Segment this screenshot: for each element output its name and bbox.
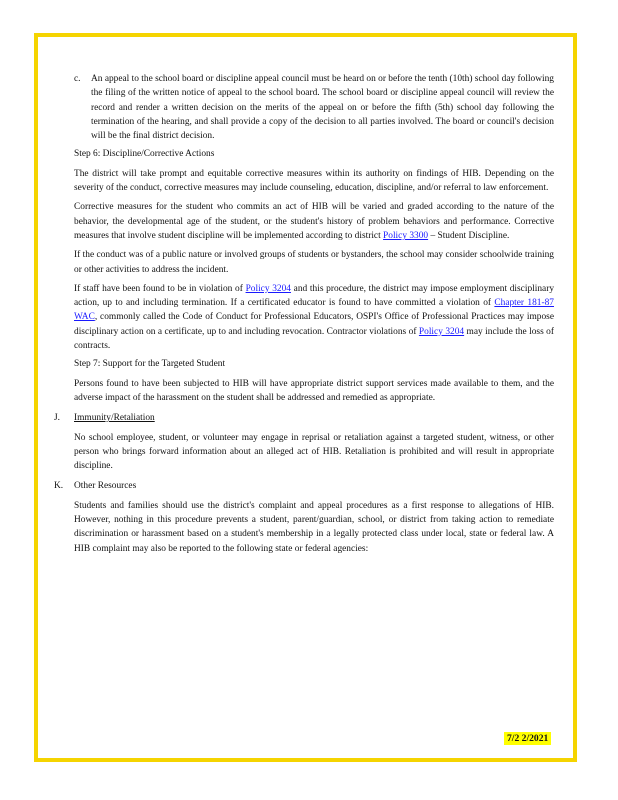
step-6-paragraph-2 — [74, 200, 554, 243]
paragraph-text: , commonly called the Code of Conduct for Professional Educators, OSPI's Office of Professional Practices may impose disciplinary action on a certificate, up to and including revocation. Contractor violations of — [74, 312, 554, 337]
step-6-paragraph-3: If the conduct was of a public nature or involved groups of students or bystanders, the school may consider schoolwide training or other activities to address the incident. — [74, 250, 554, 275]
paragraph-text: and this procedure, the district may impose employment disciplinary action, up to and including termination. If a certificated educator is found to have committed a violation of — [74, 283, 555, 309]
step-6-paragraph-4 — [74, 282, 554, 353]
document-body — [54, 72, 554, 556]
section-k-heading — [54, 479, 554, 493]
paragraph-text: If staff have been found to be in violation of — [74, 283, 246, 294]
revision-date: 7/2 2/2021 — [504, 732, 551, 745]
section-j-heading — [54, 411, 554, 425]
step-7-paragraph-1: Persons found to have been subjected to HIB will have appropriate district support services made available to them, and the adverse impact of the harassment on the student shall be addressed and remedied as appropriate. — [74, 378, 554, 403]
paragraph-text: – Student Discipline. — [428, 230, 510, 241]
item-text: An appeal to the school board or discipline appeal council must be heard on or before the tenth (10th) school day following the filing of the written notice of appeal to the school board. The school board or discipline appeal council will review the record and render a written decision on the merits of the appeal on or before the fifth (5th) school day following the termination of the hearing, and shall provide a copy of the decision to all parties involved. The board or council's decision will be the final district decision. — [91, 74, 554, 142]
step-6-paragraph-1: The district will take prompt and equitable corrective measures within its authority on findings of HIB. Depending on the severity of the conduct, corrective measures may include counseling, education, discipline, and/or referral to law enforcement. — [74, 168, 554, 194]
section-label: K. — [54, 481, 64, 492]
section-j-paragraph-1: No school employee, student, or volunteer may engage in reprisal or retaliation against a targeted student, witness, or other person who brings forward information about an alleged act of HIB. Retaliation is prohibited and will result in appropriate discipline. — [74, 432, 554, 472]
section-k-paragraph-1: Students and families should use the district's complaint and appeal procedures as a first response to allegations of HIB. However, nothing in this procedure prevents a student, parent/guardian, school, or district from taking action to remediate discrimination or harassment based on a student's membership in a legally protected class under local, state or federal law. A HIB complaint may also be reported to the following state or federal agencies: — [74, 500, 554, 554]
step-7-heading: Step 7: Support for the Targeted Student — [74, 359, 226, 370]
policy-3204-link-2[interactable]: Policy 3204 — [418, 326, 465, 337]
policy-3204-link[interactable]: Policy 3204 — [245, 283, 291, 294]
paragraph-text: Corrective measures for the student who commits an act of HIB will be varied and graded according to the nature of the behavior, the developmental age of the student, or the student's history of problem behaviors and performance. Corrective measures that involve student discipline will be implemented according to district — [74, 202, 554, 241]
policy-3300-link[interactable]: Policy 3300 — [383, 230, 429, 241]
section-title: Immunity/Retaliation — [74, 413, 155, 424]
section-label: J. — [54, 413, 60, 424]
step-6-heading: Step 6: Discipline/Corrective Actions — [74, 149, 215, 160]
section-title: Other Resources — [74, 481, 137, 492]
paragraph-text: may include the loss of contracts. — [74, 326, 554, 352]
chapter-181-87-wac-link[interactable]: Chapter 181-87 WAC — [74, 298, 554, 323]
item-label: c. — [74, 74, 81, 84]
appeal-item-c — [74, 72, 554, 143]
